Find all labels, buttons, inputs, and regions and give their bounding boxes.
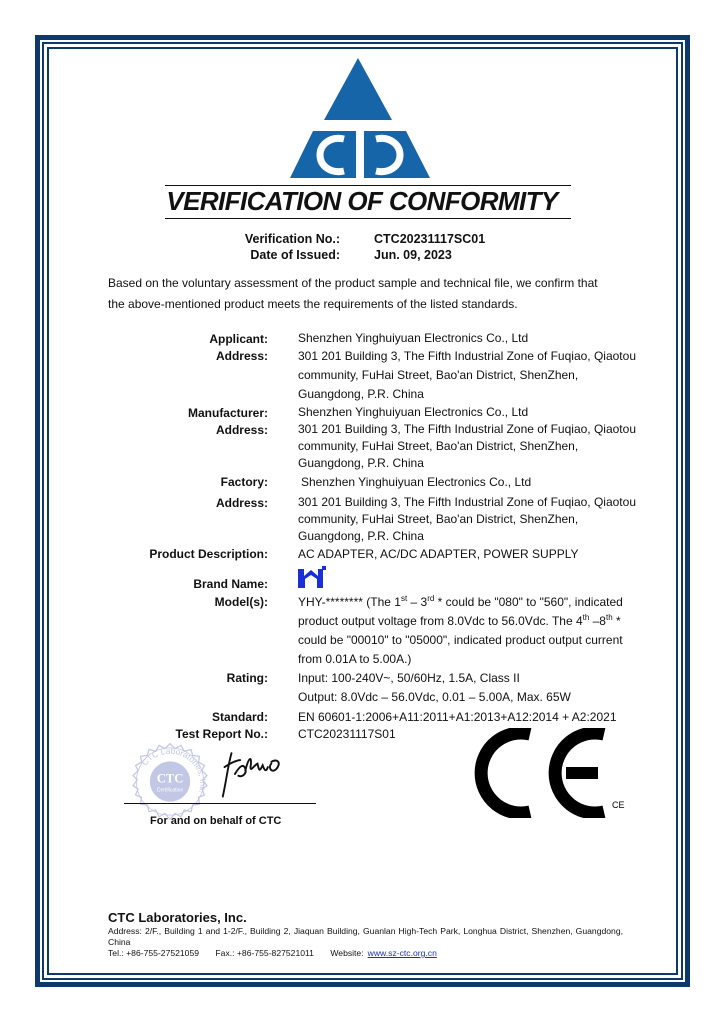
ordinal: rd (427, 594, 435, 603)
seal-center-text: CTC (156, 771, 184, 786)
address-line: Guangdong, P.R. China (298, 456, 424, 470)
footer-website-label: Website: (330, 948, 364, 958)
logo-top-triangle (324, 58, 392, 120)
rating-input: Input: 100-240V~, 50/60Hz, 1.5A, Class II (298, 671, 520, 685)
verification-no-value: CTC20231117SC01 (374, 232, 486, 246)
ordinal: th (582, 613, 590, 622)
date-issued-value: Jun. 09, 2023 (374, 248, 452, 262)
ordinal: st (400, 594, 408, 603)
footer-address: Address: 2/F., Building 1 and 1-2/F., Building 2, Jiaquan Building, Guanlan High-Tech Park, Longhua District, Shenzhen, Guangdong, China (108, 926, 623, 947)
footer-website-link[interactable]: www.sz-ctc.org.cn (367, 948, 437, 958)
manufacturer-value: Shenzhen Yinghuiyuan Electronics Co., Ltd (298, 405, 529, 419)
address-line: 301 201 Building 3, The Fifth Industrial Zone of Fuqiao, Qiaotou (298, 349, 636, 363)
product-description-value: AC ADAPTER, AC/DC ADAPTER, POWER SUPPLY (298, 547, 579, 561)
signature-icon (214, 748, 294, 800)
models-text: – 3 (407, 595, 428, 609)
factory-address (298, 494, 668, 545)
ce-mark-text: CE (612, 800, 625, 810)
test-report-label: Test Report No.: (175, 727, 268, 741)
applicant-value: Shenzhen Yinghuiyuan Electronics Co., Ltd (298, 331, 529, 345)
models-line-4: from 0.01A to 5.00A.) (298, 652, 412, 666)
on-behalf-text: For and on behalf of CTC (150, 815, 282, 827)
footer (108, 910, 623, 959)
document-title: VERIFICATION OF CONFORMITY (166, 186, 558, 216)
standard-value: EN 60601-1:2006+A11:2011+A1:2013+A12:2014 + A2:2021 (298, 710, 617, 724)
ctc-seal-stamp (128, 742, 212, 826)
address-line: community, FuHai Street, Bao'an District, ShenZhen, (298, 368, 579, 382)
address-line: 301 201 Building 3, The Fifth Industrial Zone of Fuqiao, Qiaotou (298, 422, 636, 436)
verification-no-label: Verification No.: (244, 232, 340, 246)
manufacturer-address-label: Address: (215, 423, 268, 437)
title-rule-bottom (165, 218, 571, 219)
seal-ring-text: CTC Laboratories, Inc. (139, 745, 209, 795)
applicant-label: Applicant: (209, 332, 268, 346)
ctc-logo-icon (288, 56, 432, 180)
intro-line-1: Based on the voluntary assessment of the product sample and technical file, we confirm that (108, 276, 598, 290)
rating-label: Rating: (226, 671, 268, 685)
footer-contact (108, 948, 623, 959)
models-text: * could be "080" to "560", indicated (434, 595, 623, 609)
models-line-3: could be "00010" to "05000", indicated product output current (298, 633, 623, 647)
address-line: community, FuHai Street, Bao'an District, ShenZhen, (298, 439, 579, 453)
address-line: Guangdong, P.R. China (298, 529, 424, 543)
address-line: community, FuHai Street, Bao'an District, ShenZhen, (298, 512, 579, 526)
ce-mark-icon (472, 728, 612, 818)
signature-line (124, 803, 316, 804)
models-text: * (612, 614, 621, 628)
models-text: –8 (589, 614, 606, 628)
applicant-address (298, 347, 668, 404)
yhy-brand-logo-icon (297, 566, 327, 590)
product-description-label: Product Description: (149, 547, 268, 561)
address-line: Guangdong, P.R. China (298, 387, 424, 401)
intro-line-2: the above-mentioned product meets the requirements of the listed standards. (108, 297, 518, 311)
rating-value (298, 669, 668, 707)
factory-value: Shenzhen Yinghuiyuan Electronics Co., Ltd (301, 475, 532, 489)
applicant-address-label: Address: (215, 349, 268, 363)
footer-fax: Fax.: +86-755-827521011 (215, 948, 314, 958)
factory-label: Factory: (220, 475, 268, 489)
models-label: Model(s): (214, 595, 268, 609)
manufacturer-label: Manufacturer: (187, 406, 268, 420)
models-value (298, 593, 668, 669)
models-line-1 (298, 593, 668, 612)
ordinal: th (605, 613, 613, 622)
brand-name-label: Brand Name: (193, 577, 268, 591)
intro-paragraph (108, 273, 628, 315)
footer-tel: Tel.: +86-755-27521059 (108, 948, 200, 958)
rating-output: Output: 8.0Vdc – 56.0Vdc, 0.01 – 5.00A, Max. 65W (298, 690, 571, 704)
date-issued-label: Date of Issued: (250, 248, 340, 262)
address-line: 301 201 Building 3, The Fifth Industrial Zone of Fuqiao, Qiaotou (298, 495, 636, 509)
factory-address-label: Address: (215, 496, 268, 510)
models-text: product output voltage from 8.0Vdc to 56.0Vdc. The 4 (298, 614, 583, 628)
manufacturer-address (298, 421, 668, 472)
footer-company-name: CTC Laboratories, Inc. (108, 910, 247, 925)
models-line-2 (298, 612, 668, 631)
test-report-value: CTC20231117S01 (298, 727, 396, 741)
seal-sub-text: Certification (156, 787, 184, 794)
standard-label: Standard: (211, 710, 268, 724)
models-text: YHY-******** (The 1 (298, 595, 401, 609)
